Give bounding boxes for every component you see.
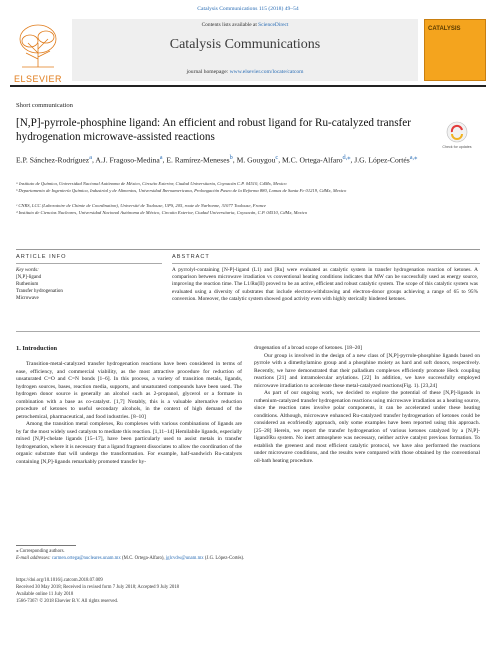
keyword-item: Microwave xyxy=(16,296,39,301)
abstract-text: A pyrrolyl-containing [N-P]-ligand (L1) and [Ru] were evaluated as catalytic system in transfer hydrogenation reaction of ketones. A comparison between microwave irradiation vs conventional heating conditions indicates that MW can be successfully used as energy source, improving the reaction time. The L1/Ru(II) proved to be an active, efficient and robust catalytic system. The scope of this catalytic system was evaluated using a diversity of substrates that include electron-withdrawing and electron-donor groups achieving a range of 65 to 95% conversion. Moreover, the catalytic system showed good activity even with highly sterically hindered ketones. xyxy=(172,267,478,302)
doi-link[interactable]: https://doi.org/10.1016/j.catcom.2018.07.009 xyxy=(16,578,103,583)
author-affiliation-marker[interactable]: a xyxy=(159,154,163,161)
email-link[interactable]: jglcvdw@unam.mx xyxy=(165,556,204,561)
homepage-prefix: journal homepage: xyxy=(186,69,230,75)
author-name[interactable]: M. Gouygou xyxy=(236,155,276,165)
info-divider xyxy=(16,249,480,250)
check-for-updates-icon[interactable] xyxy=(446,121,468,143)
email-owner: (J.G. López-Cortés). xyxy=(203,556,245,561)
keyword-item: Ruthenium xyxy=(16,282,39,287)
keyword-item: [N,P]-ligand xyxy=(16,275,42,280)
elsevier-wordmark: ELSEVIER xyxy=(13,74,63,84)
keyword-item: Transfer hydrogenation xyxy=(16,289,63,294)
body-paragraph: As part of our ongoing work, we decided to explore the potential of these [N,P]-ligands in ruthenium-catalyzed transfer hydrogenation reactions using microwave irradiation as a heating source, since the reaction rates involve polar components, it can be accelerated under these heating conditions. Although, microwave enhanced Ru-catalyzed transfer hydrogenation of ketones could be considered an ecofriendly approach, only some examples have been reported using this approach. [25–28] Herein, we report the transfer hydrogenation of various ketones catalyzed by a [N,P]-ligand/Ru system. No inert atmosphere was necessary, neither active catalyst previous formation. To establish the greenest and most efficient catalytic protocol, we have also performed the reactions under microwave conditions, and the results were compared with those obtained by the conventional oil-bath heating procedure. xyxy=(254,390,480,464)
author-affiliation-marker[interactable]: a,⁎ xyxy=(409,154,418,161)
author-affiliation-marker[interactable]: b xyxy=(229,154,233,161)
author-list: E.P. Sánchez-Rodríguez$^a$, A.J. Fragoso-Medina$^a$, E. Ramírez-Meneses$^b$, M. Gouygou$^c$, M.C. Ortega-Alfaro$^{d,⁎}$, J.G. López-Cortés$^{a,⁎}$ xyxy=(16,154,418,165)
journal-citation[interactable]: Catalysis Communications 115 (2018) 49–54 xyxy=(197,6,299,12)
author-name[interactable]: E.P. Sánchez-Rodríguez xyxy=(16,155,90,165)
abstract-heading: ABSTRACT xyxy=(172,254,210,260)
journal-homepage xyxy=(72,69,418,75)
author-name[interactable]: A.J. Fragoso-Medina xyxy=(95,155,160,165)
article-title: [N,P]-pyrrole-phosphine ligand: An efficient and robust ligand for Ru-catalyzed transfer hydrogenation microwave-assisted reactions xyxy=(16,117,411,143)
body-paragraph: Among the transition metal complexes, Ru complexes with various combinations of ligands are by far the most widely used catalysts to mediate this reaction. [1,11–14] Hemilabile ligands, especially mixed [N,P]-chelate ligands [15–17], have been particularly used to assist metals in transfer hydrogenation, where it is necessary that a ligand fragment dissociates to allow the coordination of the organic substrate that will undergo the transformation. For example, half-sandwich Ru-catalysts containing [N,P]-ligands remarkably promoted transfer hy- xyxy=(16,421,242,465)
email-owner: (M.C. Ortega-Alfaro), xyxy=(120,556,166,561)
author-name[interactable]: E. Ramírez-Meneses xyxy=(166,155,230,165)
available-online: Available online 11 July 2018 xyxy=(16,592,74,597)
received-dates: Received 30 May 2018; Received in revised form 7 July 2018; Accepted 9 July 2018 xyxy=(16,585,180,590)
article-type: Short communication xyxy=(16,102,73,109)
article-info-heading: ARTICLE INFO xyxy=(16,254,67,260)
keywords-label: Key words: xyxy=(16,268,39,273)
email-link[interactable]: carmen.ortega@nucleares.unam.mx xyxy=(51,556,121,561)
author-name[interactable]: J.G. López-Cortés xyxy=(354,155,410,165)
footnote-rule xyxy=(16,545,76,546)
body-column-left xyxy=(16,361,242,466)
abstract-bottom-rule xyxy=(16,331,480,332)
contents-line xyxy=(72,22,418,28)
author-affiliation-marker[interactable]: a xyxy=(89,154,92,161)
check-for-updates-label: Check for updates xyxy=(442,145,472,149)
header-divider xyxy=(10,85,486,87)
section-heading-introduction: 1. Introduction xyxy=(16,345,58,352)
author-affiliation-marker[interactable]: c xyxy=(275,154,279,161)
contents-prefix: Contents lists available at xyxy=(201,22,259,28)
elsevier-tree-logo xyxy=(8,19,68,81)
abstract-rule xyxy=(172,263,480,264)
email-line xyxy=(16,556,244,563)
article-info-rule xyxy=(16,263,162,264)
sciencedirect-link[interactable]: ScienceDirect xyxy=(258,22,289,28)
affiliation-a: ᵃ Instituto de Química, Universidad Nacional Autónoma de México, Circuito Exterior, Ciudad Universitaria, Coyoacán C.P. 04510, CdMx, Mexico xyxy=(16,181,287,186)
body-paragraph: Our group is involved in the design of a new class of [N,P]-pyrrole-phosphine ligands based on pyrrole with a dimethylamino group and a phosphine moiety as hard and soft donors, respectively. Recently, we have demonstrated that their palladium complexes efficiently promote Heck coupling reactions [21] and intramolecular arylations. [22] In addition, we have successfully employed microwave irradiation to accelerate these metal-catalyzed reactions(Fig. 1). [23,24] xyxy=(254,352,480,389)
author-name[interactable]: M.C. Ortega-Alfaro xyxy=(282,155,343,165)
corresponding-note: ⁎ Corresponding authors. xyxy=(16,549,65,554)
affiliation-b: ᵇ Departamento de Ingeniería Química, Industrial y de Alimentos, Universidad Iberoamericana, Prolongación Paseo de la Reforma 880, Lomas de Santa Fe 01219, CdMx, Mexico xyxy=(16,188,347,193)
email-label: E-mail addresses: xyxy=(16,556,52,561)
body-paragraph: Transition-metal-catalyzed transfer hydrogenation reactions have been considered in terms of ease, efficiency, and commercial viability, as the most attractive procedure for reduction of unsaturated C=O and C=N bonds [1–6]. In this process, a variety of transition metals, ligands, hydrogen sources, bases, reaction media, supports, and unsaturated compounds have been used. The hydrogen donor source is generally an alcohol such as 2-propanol, glycerol or a formate in combination with a base as co-catalyst. [1,7] Notably, this is a valuable alternative reduction procedure of ketones to useful secondary alcohols, in the context of high demand of the petrochemical, pharmaceutical, and food industries. [8–10] xyxy=(16,361,242,420)
author-affiliation-marker[interactable]: d,⁎ xyxy=(342,154,351,161)
homepage-link[interactable]: www.elsevier.com/locate/catcom xyxy=(229,69,304,75)
copyright-line: 1566-7367/ © 2018 Elsevier B.V. All rights reserved. xyxy=(16,599,119,604)
body-paragraph: drogenation of a broad scope of ketones. [18–20] xyxy=(254,345,363,351)
body-column-right xyxy=(254,345,480,465)
affiliation-d: ᵈ Instituto de Ciencias Nucleares, Universidad Nacional Autónoma de México, Circuito Exterior, Ciudad Universitaria, Coyoacán, C.P. 04510, CdMx, Mexico xyxy=(16,210,308,215)
cover-title: CATALYSIS xyxy=(428,26,461,32)
journal-name: Catalysis Communications xyxy=(169,37,321,52)
affiliation-c: ᶜ CNRS, LCC (Laboratoire de Chimie de Coordination), Université de Toulouse, UPS, 205, route de Narbonne, 31077 Toulouse, France xyxy=(16,203,267,208)
